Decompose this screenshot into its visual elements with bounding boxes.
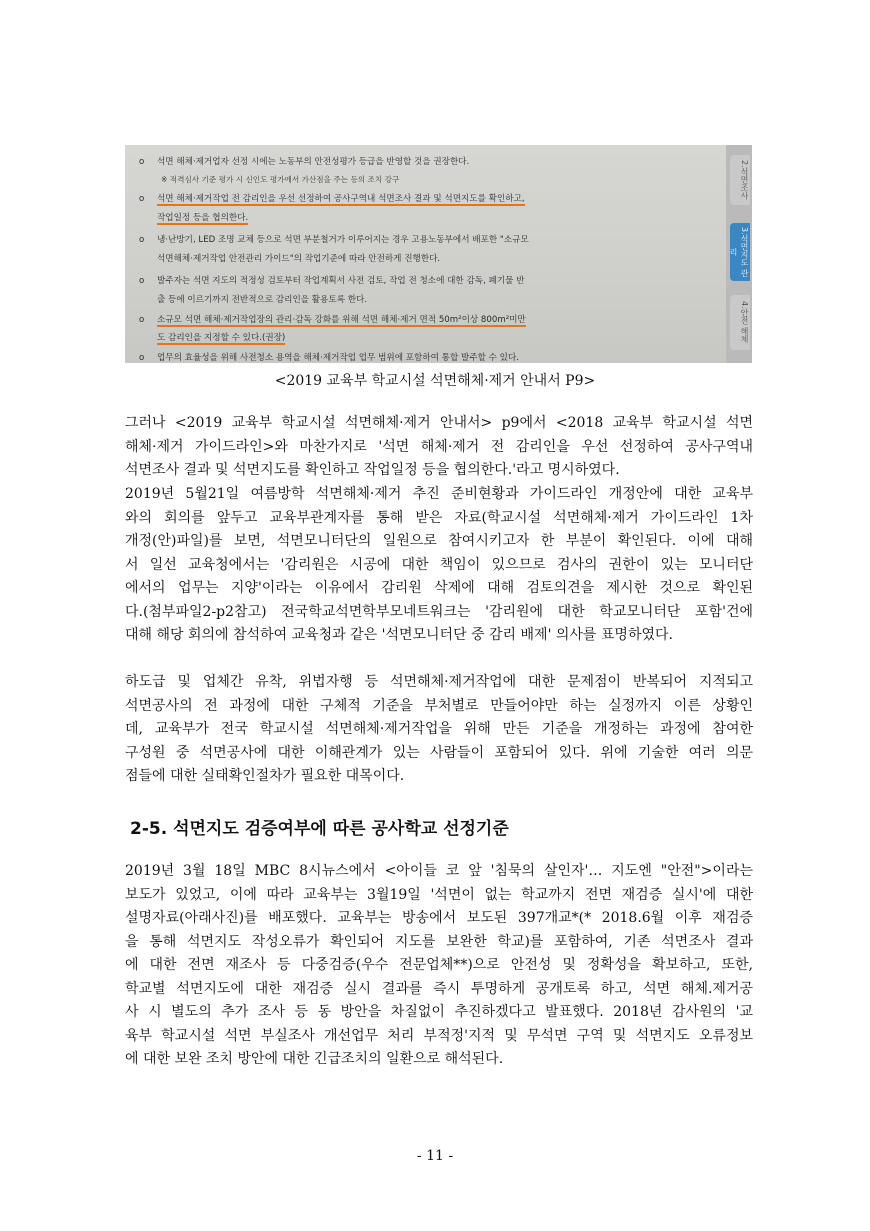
text-line: 그러나 <2019 교육부 학교시설 석면해체·제거 안내서> p9에서 <2018 교육부 학교시설 석면	[125, 415, 753, 431]
guide-bullet	[139, 250, 440, 269]
side-tab: 4.안전 해체	[730, 295, 750, 350]
guide-bullet-text: ※ 적격심사 기준 평가 시 신인도 평가에서 가산점을 주는 등의 조치 강구	[161, 175, 400, 184]
text-line: 와의 회의를 앞두고 교육부관계자를 통해 받은 자료(학교시설 석면해체·제거 가이드라인 1차	[125, 509, 753, 526]
text-line: 석면조사 결과 및 석면지도를 확인하고 작업일정 등을 협의한다.'라고 명시하였다.	[125, 462, 620, 478]
guide-bullet	[139, 190, 525, 209]
guide-bullet-text: 업무의 효율성을 위해 사전청소 용역을 해체·제거작업 업무 범위에 포함하여 통합 발주할 수 있다.	[157, 353, 520, 363]
paragraph-1	[125, 412, 753, 483]
text-line: 구성원 중 석면공사에 대한 이해관계가 있는 사람들이 포함되어 있다. 위에 기술한 여러 의문	[125, 744, 753, 761]
bullet-circle-icon: ο	[139, 276, 145, 286]
text-line: 서 일선 교육청에서는 '감리원은 시공에 대한 책임이 있으므로 검사의 권한이 있는 모니터단	[125, 556, 753, 573]
text-line: 대해 해당 회의에 참석하여 교육청과 같은 '석면모니터단 중 감리 배제' 의사를 표명하였다.	[125, 627, 673, 643]
paragraph-3	[125, 671, 753, 789]
page-number: - 11 -	[416, 1148, 454, 1164]
guide-bullet-text: 석면 해체·제거작업 전 감리인을 우선 선정하여 공사구역내 석면조사 결과 및 석면지도를 확인하고,	[157, 194, 525, 204]
bullet-circle-icon: ο	[139, 157, 145, 167]
figure-caption: <2019 교육부 학교시설 석면해체·제거 안내서 P9>	[274, 373, 596, 389]
text-line: 개정(안)파일)를 보면, 석면모니터단의 일원으로 참여시키고자 한 부분이 확인된다. 이에 대해	[125, 533, 753, 549]
side-tab-active: 3.석면지도 관리	[730, 223, 750, 281]
text-line: 사 시 별도의 추가 조사 등 동 방안을 차질없이 추진하겠다고 발표했다. 2018년 감사원의 '교	[125, 1004, 753, 1020]
text-line: 설명자료(아래사진)를 배포했다. 교육부는 방송에서 보도된 397개교*(* 2018.6월 이후 재검증	[125, 910, 753, 926]
guide-bullet	[139, 209, 248, 228]
side-tab: 2.석면조사	[730, 155, 750, 205]
text-line: 에 대한 전면 재조사 등 다중검증(우수 전문업체**)으로 안전성 및 정확성을 확보하고, 또한,	[125, 957, 753, 973]
paragraph-2	[125, 483, 753, 648]
bullet-circle-icon: ο	[139, 235, 145, 245]
guide-bullet-text: 도 감리인을 지정할 수 있다.(권장)	[157, 333, 286, 343]
text-line: 에서의 업무는 지양'이라는 이유에서 감리원 삭제에 대해 검토의견을 제시한 것으로 확인된	[125, 580, 753, 596]
text-line: 에 대한 보완 조치 방안에 대한 긴급조치의 일환으로 해석된다.	[125, 1051, 504, 1067]
guide-bullet	[139, 231, 529, 250]
guide-bullet-text: 소규모 석면 해체·제거작업장의 관리·감독 강화를 위해 석면 해체·제거 면적 50m²이상 800m²미만	[157, 315, 526, 325]
bullet-circle-icon: ο	[139, 315, 145, 325]
text-line: 학교별 석면지도에 대한 재검증 실시 결과를 즉시 투명하게 공개토록 하고, 석면 해체.제거공	[125, 980, 753, 997]
text-line: 을 통해 석면지도 작성오류가 확인되어 지도를 보완한 학교)를 포함하여, 기존 석면조사 결과	[125, 933, 753, 950]
text-line: 하도급 및 업체간 유착, 위법자행 등 석면해체·제거작업에 대한 문제점이 반복되어 지적되고	[125, 674, 753, 690]
guide-bullet	[139, 349, 519, 363]
guide-bullet-text: 출 등에 이르기까지 전반적으로 감리인을 활용토록 한다.	[157, 295, 368, 305]
guide-bullet-text: 발주자는 석면 지도의 적정성 검토부터 작업계획서 사전 검토, 작업 전 청소에 대한 감독, 폐기물 반	[157, 276, 525, 286]
guide-bullet	[139, 311, 526, 330]
text-line: 해체·제거 가이드라인>와 마찬가지로 '석면 해체·제거 전 감리인을 우선 선정하여 공사구역내	[125, 438, 753, 455]
text-line: 점들에 대한 실태확인절차가 필요한 대목이다.	[125, 768, 405, 784]
text-line: 육부 학교시설 석면 부실조사 개선업무 처리 부적정'지적 및 무석면 구역 및 석면지도 오류정보	[125, 1027, 753, 1044]
paragraph-4	[125, 860, 753, 1072]
text-line: 2019년 5월21일 여름방학 석면해체·제거 추진 준비현황과 가이드라인 개정안에 대한 교육부	[125, 486, 753, 502]
guide-bullet-text: 작업일정 등을 협의한다.	[157, 213, 249, 223]
guide-bullet-text: 석면해체·제거작업 안전관리 가이드"의 작업기준에 따라 안전하게 진행한다.	[157, 254, 441, 264]
bullet-circle-icon: ο	[139, 353, 145, 363]
guide-bullet-text: 석면 해체·제거업자 선정 시에는 노동부의 안전성평가 등급을 반영할 것을 권장한다.	[157, 157, 470, 167]
guide-bullet	[139, 329, 285, 348]
guide-bullet	[139, 291, 367, 310]
text-line: 데, 교육부가 전국 학교시설 석면해체·제거작업을 위해 만든 기준을 개정하는 과정에 참여한	[125, 721, 753, 737]
text-line: 다.(첨부파일2-p2참고) 전국학교석면학부모네트워크는 '감리원에 대한 학교모니터단 포함'건에	[125, 603, 753, 620]
guide-bullet	[139, 272, 524, 291]
side-tabs	[726, 145, 752, 363]
text-line: 2019년 3월 18일 MBC 8시뉴스에서 <아이들 코 앞 '침묵의 살인자'… 지도엔 "안전">이라는	[125, 863, 753, 879]
guide-photo	[125, 145, 752, 363]
guide-bullet	[139, 170, 399, 189]
guide-bullet-text: 냉·난방기, LED 조명 교체 등으로 석면 부분철거가 이루어지는 경우 고용노동부에서 배포한 "소규모	[157, 235, 529, 245]
text-line: 석면공사의 전 과정에 대한 구체적 기준을 부처별로 만들어야만 하는 실정까지 이른 상황인	[125, 697, 753, 714]
text-line: 보도가 있었고, 이에 따라 교육부는 3월19일 '석면이 없는 학교까지 전면 재검증 실시'에 대한	[125, 886, 753, 903]
section-heading: 2-5. 석면지도 검증여부에 따른 공사학교 선정기준	[130, 819, 509, 839]
bullet-circle-icon: ο	[139, 194, 145, 204]
